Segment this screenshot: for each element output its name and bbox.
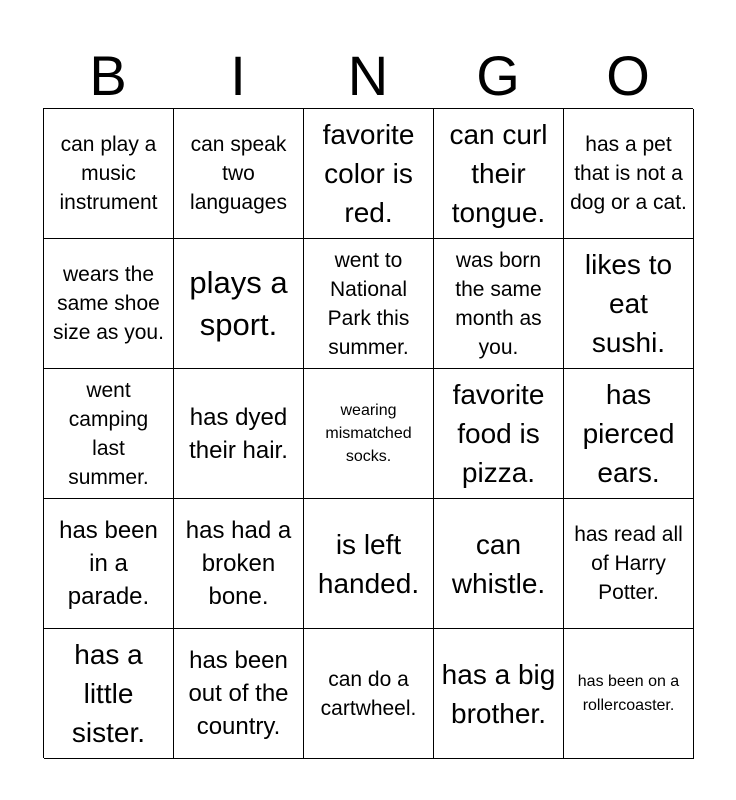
cell-text: wears the same shoe size as you. <box>53 263 164 344</box>
bingo-cell[interactable] <box>304 239 434 369</box>
cell-text: went to National Park this summer. <box>327 248 410 359</box>
cell-text: has been in a parade. <box>59 517 158 610</box>
cell-text: has a big brother. <box>441 658 556 729</box>
bingo-cell[interactable] <box>174 109 304 239</box>
bingo-cell[interactable] <box>304 629 434 759</box>
cell-text: favorite color is red. <box>322 119 415 228</box>
header-letter-b: B <box>89 44 127 107</box>
bingo-cell[interactable] <box>434 369 564 499</box>
cell-text: has read all of Harry Potter. <box>574 523 683 604</box>
cell-text: has been on a rollercoaster. <box>577 672 680 714</box>
bingo-cell[interactable] <box>304 499 434 629</box>
bingo-cell[interactable] <box>174 239 304 369</box>
cell-text: has dyed their hair. <box>189 403 288 464</box>
bingo-cell[interactable] <box>304 109 434 239</box>
cell-text: can curl their tongue. <box>449 119 548 228</box>
bingo-cell[interactable] <box>434 109 564 239</box>
bingo-cell[interactable] <box>174 629 304 759</box>
cell-text: likes to eat sushi. <box>584 249 673 358</box>
cell-text: can play a music instrument <box>59 133 158 214</box>
header-letter-o: O <box>606 44 650 107</box>
header-letter-i: I <box>230 44 246 107</box>
bingo-cell[interactable] <box>304 369 434 499</box>
bingo-cell[interactable] <box>434 499 564 629</box>
cell-text: can whistle. <box>451 528 546 599</box>
cell-text: wearing mismatched socks. <box>325 402 412 465</box>
bingo-cell[interactable] <box>564 369 694 499</box>
bingo-cell[interactable] <box>174 499 304 629</box>
cell-text: can do a cartwheel. <box>320 667 417 720</box>
cell-text: is left handed. <box>317 528 420 599</box>
bingo-cell[interactable] <box>564 629 694 759</box>
cell-text: has a pet that is not a dog or a cat. <box>570 133 687 214</box>
bingo-cell[interactable] <box>44 239 174 369</box>
bingo-cell[interactable] <box>174 369 304 499</box>
bingo-cell[interactable] <box>44 109 174 239</box>
cell-text: was born the same month as you. <box>455 248 542 359</box>
cell-text: can speak two languages <box>190 133 287 214</box>
cell-text: plays a sport. <box>189 264 288 342</box>
bingo-cell[interactable] <box>44 629 174 759</box>
bingo-board <box>43 108 693 758</box>
cell-text: has been out of the country. <box>188 647 289 740</box>
bingo-cell[interactable] <box>44 499 174 629</box>
bingo-cell[interactable] <box>564 239 694 369</box>
bingo-header <box>43 44 693 108</box>
cell-text: has had a broken bone. <box>185 517 292 610</box>
cell-text: has pierced ears. <box>582 379 675 488</box>
bingo-cell[interactable] <box>434 629 564 759</box>
bingo-cell[interactable] <box>44 369 174 499</box>
cell-text: went camping last summer. <box>68 378 149 489</box>
bingo-cell[interactable] <box>564 109 694 239</box>
header-letter-g: G <box>476 44 520 107</box>
bingo-cell[interactable] <box>564 499 694 629</box>
header-letter-n: N <box>347 44 389 107</box>
cell-text: has a little sister. <box>71 639 146 748</box>
bingo-cell[interactable] <box>434 239 564 369</box>
cell-text: favorite food is pizza. <box>452 379 545 488</box>
